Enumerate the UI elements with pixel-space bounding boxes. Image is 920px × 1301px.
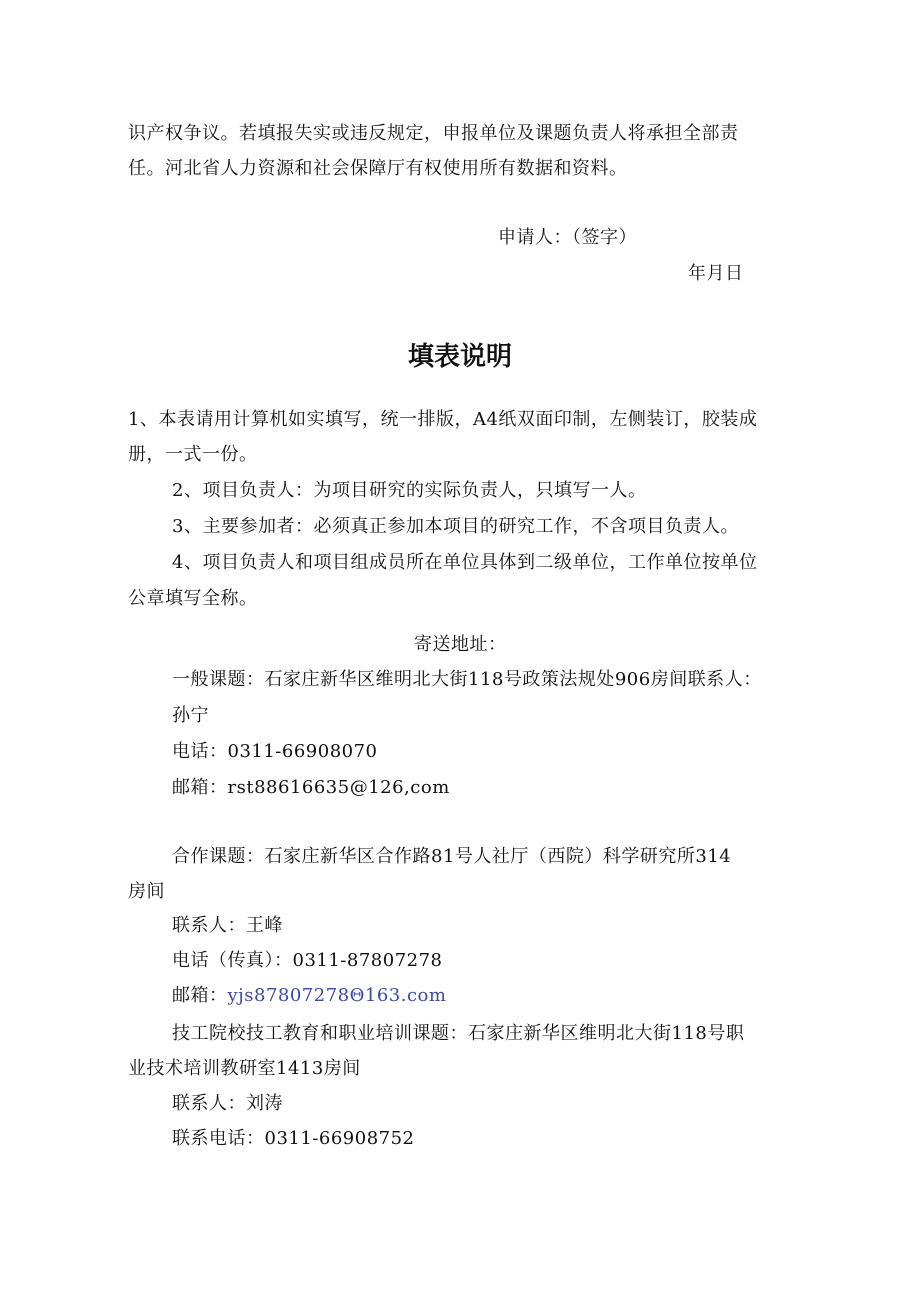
signature-date: 年月日 (688, 263, 744, 284)
general-topic-email: 邮箱：rst88616635@126,com (172, 777, 450, 798)
cooperation-topic-phone: 电话（传真）：0311-87807278 (172, 950, 443, 971)
general-topic-address-line-1: 一般课题：石家庄新华区维明北大街118号政策法规处906房间联系人： (172, 669, 762, 690)
cooperation-topic-contact: 联系人：王峰 (172, 915, 283, 936)
technical-topic-address-line-2: 业技术培训教研室1413房间 (128, 1058, 361, 1079)
cooperation-email-link[interactable]: yjs87807278Θ163.com (227, 985, 447, 1006)
cooperation-email-label: 邮箱： (172, 985, 228, 1006)
declaration-line-2: 任。河北省人力资源和社会保障厅有权使用所有数据和资料。 (128, 158, 628, 179)
applicant-signature-label: 申请人：（签字） (498, 227, 637, 248)
technical-topic-address-line-1: 技工院校技工教育和职业培训课题：石家庄新华区维明北大街118号职 (172, 1023, 745, 1044)
general-topic-phone: 电话：0311-66908070 (172, 741, 378, 762)
instruction-item-4-line-2: 公章填写全称。 (128, 588, 258, 609)
instruction-item-3: 3、主要参加者：必须真正参加本项目的研究工作，不含项目负责人。 (172, 516, 739, 537)
instruction-item-2: 2、项目负责人：为项目研究的实际负责人，只填写一人。 (172, 480, 647, 501)
technical-topic-contact: 联系人：刘涛 (172, 1093, 283, 1114)
mailing-heading: 寄送地址： (414, 634, 507, 655)
instruction-item-1-line-1: 1、本表请用计算机如实填写，统一排版，A4纸双面印制，左侧装订，胶装成 (128, 409, 758, 430)
cooperation-topic-address-line-1: 合作课题：石家庄新华区合作路81号人社厅（西院）科学研究所314 (172, 846, 732, 867)
general-topic-contact-name: 孙宁 (172, 705, 209, 726)
instruction-item-1-line-2: 册，一式一份。 (128, 444, 258, 465)
technical-topic-phone: 联系电话：0311-66908752 (172, 1128, 415, 1149)
declaration-line-1: 识产权争议。若填报失实或违反规定，申报单位及课题负责人将承担全部责 (128, 123, 739, 144)
instructions-title: 填表说明 (407, 342, 512, 372)
cooperation-topic-email (172, 984, 446, 1008)
cooperation-topic-address-line-2: 房间 (128, 881, 165, 902)
instruction-item-4-line-1: 4、项目负责人和项目组成员所在单位具体到二级单位，工作单位按单位 (172, 552, 758, 573)
